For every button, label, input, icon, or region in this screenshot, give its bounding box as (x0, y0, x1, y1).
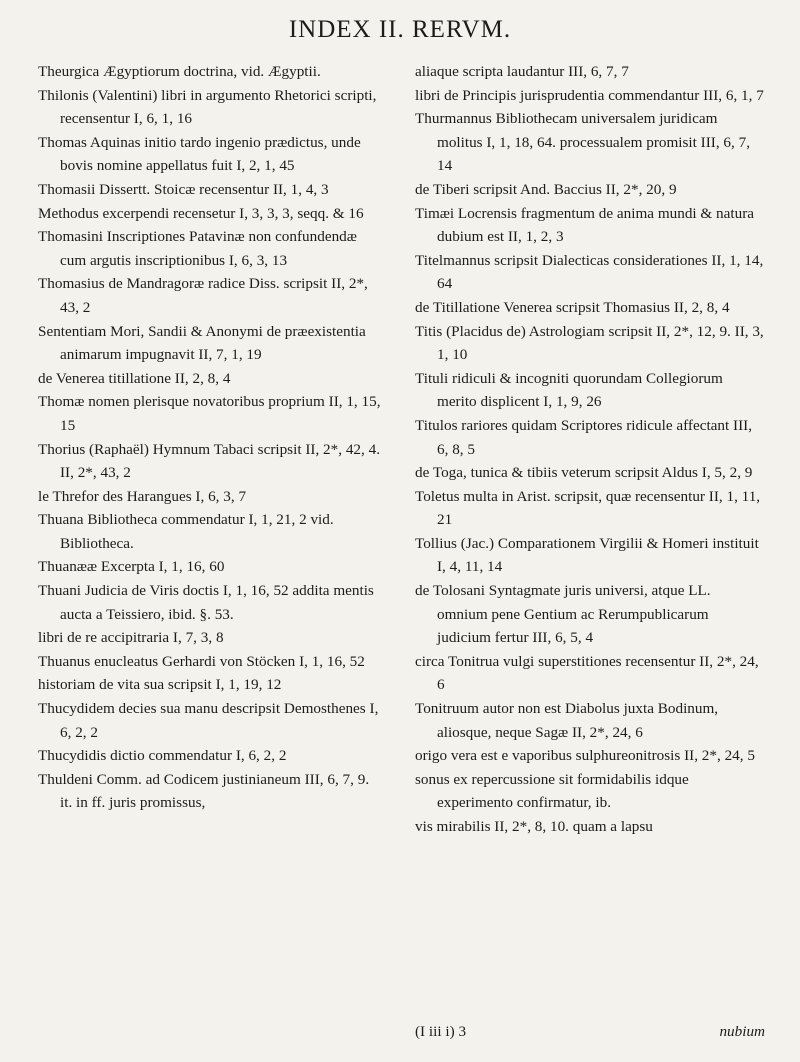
index-entry: libri de re accipitraria I, 7, 3, 8 (38, 629, 224, 647)
index-entry: de Tolosani Syntagmate juris universi, atque LL. omnium pene Gentium ac Rerumpublicarum judicium fertur III, 6, 5, 4 (415, 582, 711, 647)
index-entry: Thomæ nomen plerisque novatoribus proprium II, 1, 15, 15 (38, 393, 381, 434)
index-entry: de Titillatione Venerea scripsit Thomasius II, 2, 8, 4 (415, 298, 730, 316)
index-entry: Thurmannus Bibliothecam universalem juridicam molitus I, 1, 18, 64. processualem promisit III, 6, 7, 14 (415, 110, 750, 175)
index-entry: Timæi Locrensis fragmentum de anima mundi & natura dubium est II, 1, 2, 3 (415, 204, 754, 246)
index-entry: historiam de vita sua scripsit I, 1, 19, 12 (38, 676, 282, 694)
index-entry: Thuanus enucleatus Gerhardi von Stöcken I, 1, 16, 52 (38, 652, 365, 670)
index-entry: Thucydidis dictio commendatur I, 6, 2, 2 (38, 747, 287, 765)
index-entry: le Threfor des Harangues I, 6, 3, 7 (38, 487, 247, 505)
index-entry: de Tiberi scripsit And. Baccius II, 2*, 20, 9 (415, 180, 677, 198)
index-entry: Tonitruum autor non est Diabolus juxta Bodinum, aliosque, neque Sagæ II, 2*, 24, 6 (415, 700, 719, 741)
index-entry: Sententiam Mori, Sandii & Anonymi de præexistentia animarum impugnavit II, 7, 1, 19 (38, 322, 366, 364)
index-entry: Thomasini Inscriptiones Patavinæ non confundendæ cum argutis inscriptionibus I, 6, 3, 13 (38, 228, 357, 269)
right-column (415, 60, 765, 839)
index-entry: circa Tonitrua vulgi superstitiones recensentur II, 2*, 24, 6 (415, 652, 759, 694)
index-entry: Thilonis (Valentini) libri in argumento Rhetorici scripti, recensentur I, 6, 1, 16 (38, 86, 377, 128)
signature-mark: (I iii i) 3 (415, 1023, 467, 1040)
index-entry: Thomasii Dissertt. Stoicæ recensentur II, 1, 4, 3 (38, 180, 329, 198)
index-entry: Thomas Aquinas initio tardo ingenio prædictus, unde bovis nomine appellatus fuit I, 2, 1, 45 (38, 133, 361, 175)
index-entry: de Toga, tunica & tibiis veterum scripsit Aldus I, 5, 2, 9 (415, 464, 753, 482)
index-entry: Thuanææ Excerpta I, 1, 16, 60 (38, 558, 225, 576)
index-entry: libri de Principis jurisprudentia commendantur III, 6, 1, 7 (415, 86, 764, 104)
index-entry: Tollius (Jac.) Comparationem Virgilii & Homeri instituit I, 4, 11, 14 (415, 534, 759, 576)
index-entry: Thuani Judicia de Viris doctis I, 1, 16, 52 addita mentis aucta a Teissiero, ibid. §. 53. (38, 582, 374, 623)
index-entry: Thuldeni Comm. ad Codicem justinianeum III, 6, 7, 9. it. in ff. juris promissus, (38, 770, 370, 812)
index-entry: Thuana Bibliotheca commendatur I, 1, 21, 2 vid. Bibliotheca. (38, 511, 334, 552)
index-entry: Titis (Placidus de) Astrologiam scripsit II, 2*, 12, 9. II, 3, 1, 10 (415, 322, 764, 364)
index-entry: de Venerea titillatione II, 2, 8, 4 (38, 369, 231, 387)
left-column (38, 60, 383, 815)
index-entry: vis mirabilis II, 2*, 8, 10. quam a lapsu (415, 818, 653, 835)
index-entry: Tituli ridiculi & incogniti quorundam Collegiorum merito displicent I, 1, 9, 26 (415, 369, 723, 411)
index-entry: Thomasius de Mandragoræ radice Diss. scripsit II, 2*, 43, 2 (38, 275, 368, 316)
index-entry: origo vera est e vaporibus sulphureonitrosis II, 2*, 24, 5 (415, 747, 755, 765)
catchword: nubium (719, 1023, 765, 1040)
index-entry: Thorius (Raphaël) Hymnum Tabaci scripsit II, 2*, 42, 4. II, 2*, 43, 2 (38, 440, 380, 482)
index-entry: Toletus multa in Arist. scripsit, quæ recensentur II, 1, 11, 21 (415, 487, 761, 529)
index-entry: Methodus excerpendi recensetur I, 3, 3, 3, seqq. & 16 (38, 204, 364, 222)
page-footer (415, 1020, 765, 1044)
page-header: INDEX II. RERVM. (288, 16, 512, 43)
index-entry: Thucydidem decies sua manu descripsit Demosthenes I, 6, 2, 2 (38, 700, 379, 741)
index-entry: Titelmannus scripsit Dialecticas considerationes II, 1, 14, 64 (415, 251, 764, 293)
index-entry: Theurgica Ægyptiorum doctrina, vid. Ægyptii. (38, 63, 321, 80)
index-entry: aliaque scripta laudantur III, 6, 7, 7 (415, 63, 629, 80)
index-entry: Titulos rariores quidam Scriptores ridicule affectant III, 6, 8, 5 (415, 416, 752, 458)
index-entry: sonus ex repercussione sit formidabilis idque experimento confirmatur, ib. (415, 770, 689, 812)
